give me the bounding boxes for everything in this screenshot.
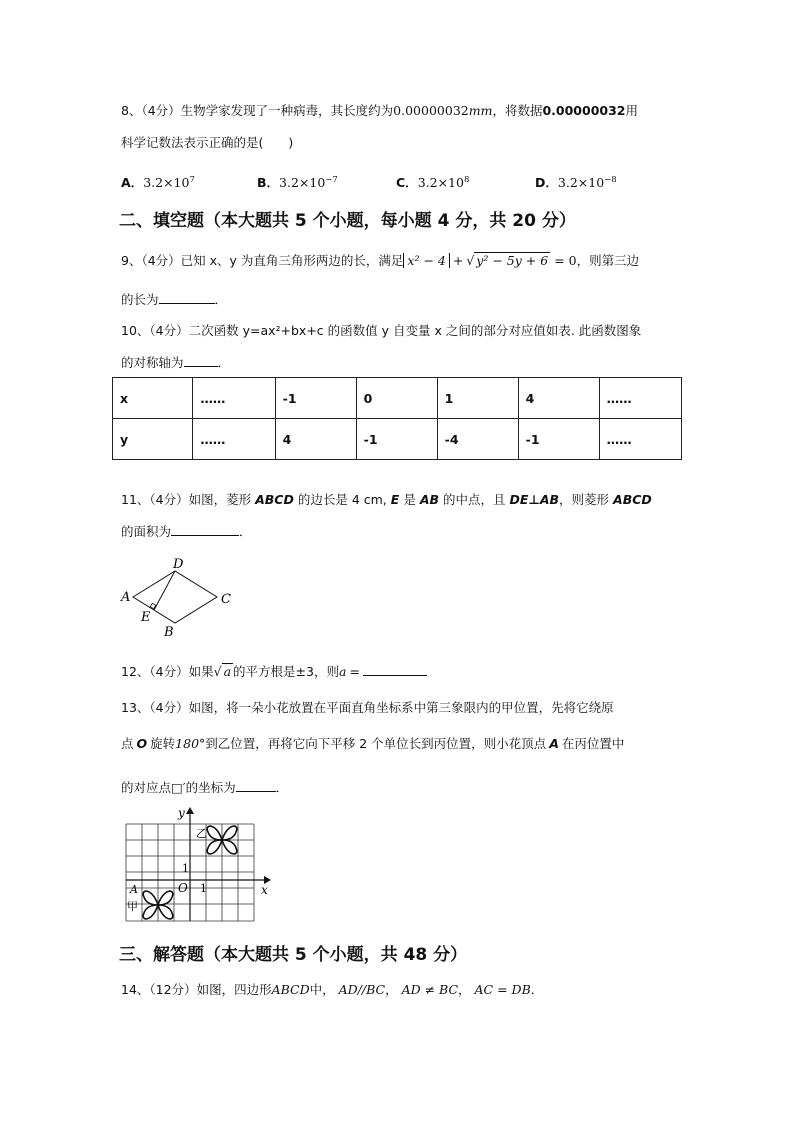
- table-cell: ……: [599, 378, 681, 419]
- label-d: D: [173, 557, 184, 572]
- table-cell: -4: [437, 419, 518, 460]
- table-cell: ……: [193, 378, 275, 419]
- label-a: A: [121, 590, 131, 605]
- option-a: A．$3.2\times 10^7$: [121, 175, 195, 191]
- rhombus-figure: [112, 553, 242, 643]
- answer-blank[interactable]: [236, 777, 276, 792]
- table-cell: 1: [437, 378, 518, 419]
- y-axis-arrow: [186, 807, 194, 814]
- label-jia: 甲: [127, 900, 138, 913]
- option-c: C．$3.2\times 10^8$: [396, 175, 470, 191]
- q11-line1: 11、（4分）如图，菱形 ABCD 的边长是 4 cm, E 是 AB 的中点，且 DE⊥AB，则菱形 ABCD: [121, 492, 652, 507]
- section-title-fill-in: 二、填空题（本大题共 5 个小题，每小题 4 分，共 20 分）: [119, 211, 576, 231]
- table-cell: 0: [356, 378, 437, 419]
- y-axis-label: y: [178, 806, 185, 820]
- table-cell: ……: [193, 419, 275, 460]
- label-yi: 乙: [196, 827, 207, 840]
- bold-value: 0.00000032: [542, 103, 626, 118]
- q13-line2: 点 O 旋转180°到乙位置，再将它向下平移 2 个单位长到丙位置，则小花顶点 A 在丙位置中: [121, 736, 625, 751]
- label-e: E: [141, 610, 151, 625]
- q12-line: 12、（4分）如果√ a 的平方根是±3，则a =: [121, 661, 427, 682]
- q8-line2: 科学记数法表示正确的是( ): [121, 135, 294, 150]
- segment-de: [154, 571, 175, 610]
- table-cell: y: [113, 419, 193, 460]
- label-c: C: [221, 592, 231, 607]
- q11-line2: 的面积为 ．: [121, 521, 252, 542]
- q8-line1: 8、（4分）生物学家发现了一种病毒，其长度约为0.00000032mm，将数据0.00000032用: [121, 103, 639, 118]
- option-d: D．$3.2\times 10^{-8}$: [535, 175, 617, 191]
- question-number: 8、: [121, 103, 142, 118]
- x-axis-label: x: [261, 883, 268, 897]
- q9-line2: 的长为 ．: [121, 289, 227, 310]
- coordinate-grid-figure: [112, 802, 282, 932]
- table-cell: 4: [275, 419, 356, 460]
- q9-line1: 9、（4分）已知 x、y 为直角三角形两边的长，满足 x² − 4 + √ y² − 5y + 6 = 0，则第三边: [121, 253, 640, 268]
- label-b: B: [164, 625, 174, 640]
- table-cell: -1: [356, 419, 437, 460]
- table-row: [113, 378, 682, 419]
- sqrt-sign: √: [213, 664, 222, 679]
- table-cell: -1: [275, 378, 356, 419]
- q13-line1: 13、（4分）如图，将一朵小花放置在平面直角坐标系中第三象限内的甲位置，先将它绕原: [121, 700, 614, 715]
- sqrt-radicand: y² − 5y + 6: [476, 253, 549, 268]
- origin-label: O: [178, 881, 188, 895]
- q10-line2: 的对称轴为 ．: [121, 352, 230, 373]
- label-a-point: A: [130, 883, 138, 896]
- q14-line: 14、（12分）如图，四边形ABCD中， AD//BC， AD ≠ BC， AC = DB．: [121, 982, 544, 997]
- math-unit: mm: [468, 103, 493, 118]
- section-title-solutions: 三、解答题（本大题共 5 个小题，共 48 分）: [119, 945, 468, 965]
- table-cell: ……: [599, 419, 681, 460]
- answer-blank[interactable]: [184, 352, 218, 367]
- answer-blank[interactable]: [159, 289, 215, 304]
- q13-line3: 的对应点□′的坐标为 ．: [121, 777, 288, 798]
- table-cell: x: [113, 378, 193, 419]
- table-cell: -1: [518, 419, 599, 460]
- table-row: [113, 419, 682, 460]
- q10-line1: 10、（4分）二次函数 y=ax²+bx+c 的函数值 y 自变量 x 之间的部分对应值如表. 此函数图象: [121, 323, 642, 338]
- answer-blank[interactable]: [363, 661, 427, 676]
- math-value: 0.00000032: [393, 103, 469, 118]
- answer-blank[interactable]: [171, 521, 239, 536]
- value-table: [112, 377, 682, 460]
- tick-label-y: 1: [182, 862, 189, 875]
- tick-label-x: 1: [200, 882, 207, 895]
- question-score: （4分）: [141, 103, 181, 118]
- absolute-value: x² − 4: [403, 253, 449, 268]
- table-cell: 4: [518, 378, 599, 419]
- option-b: B．$3.2\times 10^{-7}$: [257, 175, 338, 191]
- sqrt-sign: √: [466, 253, 475, 268]
